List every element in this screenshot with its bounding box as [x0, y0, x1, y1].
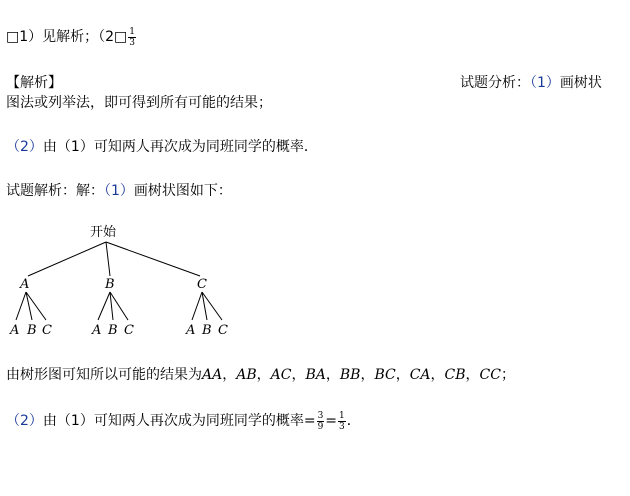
outcome-item: CA: [409, 367, 431, 383]
final-text: 由（1）可知两人再次成为同班同学的概率=: [42, 413, 316, 429]
solution-intro: [6, 180, 232, 200]
tree-edge-root-a: [28, 242, 106, 276]
tree-leaf-c-b: B: [202, 323, 212, 338]
outcome-item: BC: [374, 367, 396, 383]
outcomes-line: [6, 364, 515, 384]
outcome-item: CB: [444, 367, 466, 383]
tree-node-a: A: [20, 277, 30, 292]
outcome-sep: ，: [325, 367, 340, 383]
outcome-sep: ，: [291, 367, 306, 383]
solution-label: 试题解析：解：: [6, 183, 104, 199]
analysis-heading: 【解析】: [6, 75, 62, 91]
outcome-item: BB: [339, 367, 361, 383]
tree-diagram: [0, 220, 260, 340]
outcome-item: AB: [236, 367, 257, 383]
final-fraction-2: [338, 411, 346, 432]
analysis-item2: [6, 136, 318, 156]
tree-root-label: 开始: [90, 225, 117, 240]
outcome-item: AC: [270, 367, 292, 383]
analysis-label: 试题分析：: [460, 75, 530, 91]
outcome-sep: ，: [222, 367, 237, 383]
answer-text: □1）见解析；（2□: [6, 29, 128, 45]
answer-line: [6, 26, 137, 48]
solution-item1-text: 画树状图如下：: [133, 183, 232, 199]
outcome-item: AA: [202, 367, 223, 383]
final-fraction-2-denominator: 3: [339, 421, 345, 432]
analysis-intro: [460, 72, 602, 92]
final-line: [6, 410, 361, 432]
tree-node-b: B: [105, 277, 115, 292]
tree-edge-a-a: [16, 292, 26, 320]
outcome-sep: ，: [430, 367, 445, 383]
outcome-sep: ，: [465, 367, 480, 383]
tree-edge-b-a: [98, 292, 110, 320]
tree-leaf-a-c: C: [42, 323, 52, 338]
final-end: ．: [346, 413, 361, 429]
analysis-item1-text: 画树状: [559, 75, 602, 91]
analysis-item2-num: （2）: [6, 139, 43, 155]
answer-fraction: [128, 27, 136, 48]
tree-node-c: C: [197, 277, 207, 292]
tree-edge-root-b: [106, 242, 110, 276]
outcome-item: CC: [479, 367, 501, 383]
final-fraction-2-numerator: 1: [339, 410, 345, 421]
outcome-sep: ，: [395, 367, 410, 383]
outcome-item: BA: [305, 367, 326, 383]
outcome-sep: ，: [256, 367, 271, 383]
analysis-item1-num: （1）: [530, 75, 560, 91]
answer-fraction-numerator: 1: [129, 26, 136, 37]
final-fraction-1-numerator: 3: [317, 410, 324, 421]
final-fraction-1-denominator: 9: [317, 421, 324, 432]
tree-leaf-b-b: B: [108, 323, 118, 338]
tree-leaf-a-b: B: [27, 323, 37, 338]
tree-leaf-b-a: A: [92, 323, 102, 338]
tree-leaf-b-c: C: [124, 323, 134, 338]
tree-edge-c-a: [192, 292, 202, 320]
answer-fraction-denominator: 3: [129, 37, 136, 48]
final-item-num: （2）: [6, 413, 43, 429]
final-fraction-1: [317, 411, 325, 432]
tree-leaf-a-a: A: [10, 323, 20, 338]
analysis-item2-text: 由（1）可知两人再次成为同班同学的概率．: [42, 139, 318, 155]
outcome-sep: ，: [360, 367, 375, 383]
outcomes-prefix: 由树形图可知所以可能的结果为: [6, 367, 202, 383]
solution-item1-num: （1）: [104, 183, 134, 199]
outcomes-end: ；: [500, 367, 515, 383]
tree-leaf-c-a: A: [186, 323, 196, 338]
tree-leaf-c-c: C: [218, 323, 228, 338]
final-equals: =: [325, 413, 338, 429]
analysis-item1-continuation: 图法或列举法，即可得到所有可能的结果；: [6, 95, 272, 111]
tree-edge-root-c: [106, 242, 200, 276]
